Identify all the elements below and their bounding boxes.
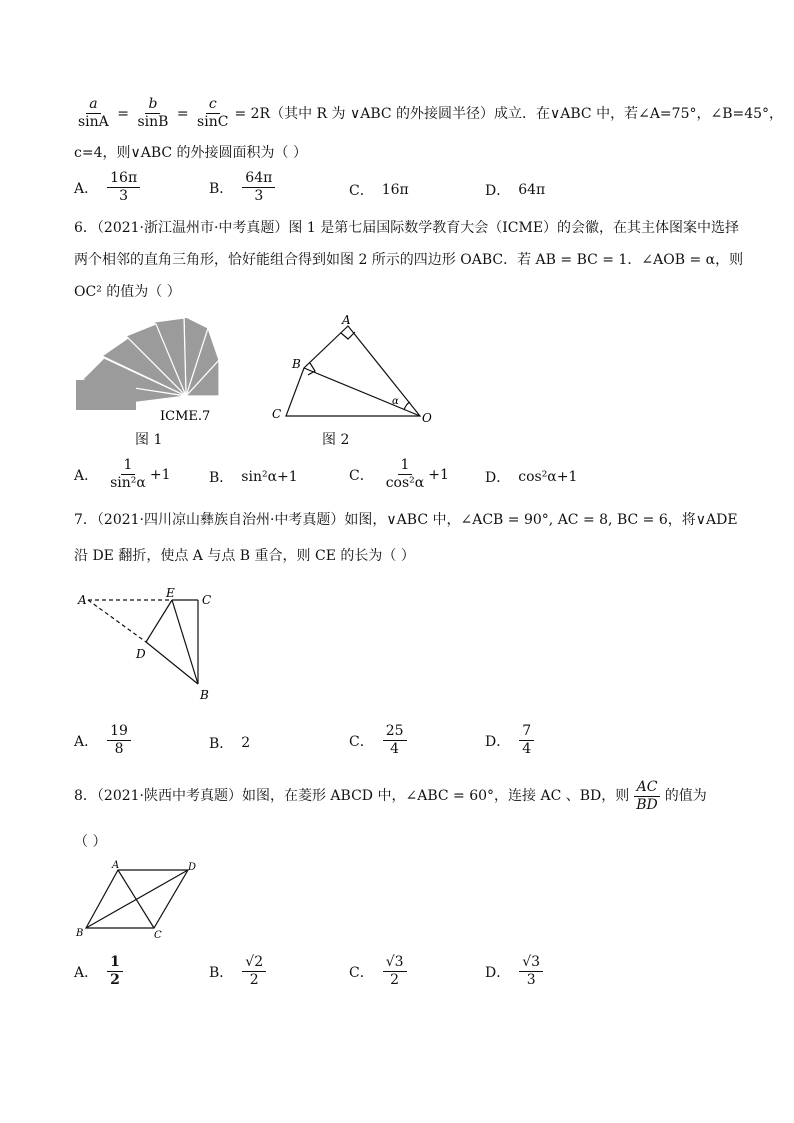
option-fraction: [242, 170, 275, 205]
option-label: D．: [485, 183, 511, 199]
numerator: √2: [242, 954, 266, 972]
q6-line2: 两个相邻的直角三角形，恰好能组合得到如图 2 所示的四边形 OABC．若 AB = BC = 1．∠AOB = α，则: [74, 252, 744, 268]
label-d: D: [136, 647, 146, 661]
numerator: 64π: [242, 170, 275, 188]
label-d: D: [188, 862, 197, 873]
q7-line2: 沿 DE 翻折，使点 A 与点 B 重合，则 CE 的长为（ ）: [74, 548, 415, 564]
option-label: A．: [74, 964, 99, 981]
label-a: A: [112, 860, 120, 871]
option-tail: +1: [149, 466, 171, 483]
denominator: sinA: [78, 114, 109, 130]
option-fraction: [242, 954, 266, 989]
denominator: 2: [110, 972, 120, 988]
figure-2-quadrilateral: [268, 312, 438, 430]
option-label: A．: [74, 467, 99, 484]
option-label: B．: [209, 964, 234, 981]
option-fraction: [107, 723, 131, 758]
figure-1-icme-emblem: [74, 318, 224, 430]
denominator: sinC: [197, 114, 229, 130]
numerator: 1: [121, 457, 136, 475]
q6-line1: 6．（2021·浙江温州市·中考真题）图 1 是第七届国际数学教育大会（ICME）的会徽，在其主体图案中选择: [74, 220, 740, 236]
numerator: 16π: [107, 170, 140, 188]
figure-q8-rhombus: [72, 860, 202, 942]
q5-formula-line: [74, 96, 783, 131]
fraction-a-over-sinA: [75, 96, 112, 131]
denominator: 2: [390, 972, 400, 988]
q8-line1-tail: 的值为: [664, 788, 707, 804]
option-label: C．: [349, 733, 374, 750]
denominator: 3: [254, 188, 264, 204]
denominator: 4: [390, 741, 400, 757]
denominator: sinB: [137, 114, 169, 130]
denominator: 2: [249, 972, 259, 988]
q8-line2: （ ）: [74, 834, 107, 850]
label-e: E: [166, 586, 175, 600]
q8-option-a[interactable]: [74, 954, 124, 989]
numerator: c: [206, 96, 220, 114]
option-fraction: [383, 723, 407, 758]
denominator: sin²α: [110, 475, 146, 491]
figure-1-caption: 图 1: [135, 432, 163, 448]
option-value: 64π: [518, 182, 546, 198]
option-tail: +1: [428, 466, 449, 483]
diagonal-bd: [86, 870, 188, 928]
figure-2-caption: 图 2: [322, 432, 350, 448]
equals-sign: =: [172, 105, 194, 122]
denominator: cos²α: [385, 475, 425, 491]
label-a: A: [78, 593, 87, 607]
option-label: B．: [209, 736, 234, 752]
option-fraction: [107, 954, 123, 989]
option-value: sin²α+1: [241, 469, 298, 485]
option-fraction: [383, 457, 428, 492]
equals-sign: =: [112, 105, 134, 122]
numerator: 25: [383, 723, 407, 741]
q8-line1-text: 8．（2021·陕西中考真题）如图，在菱形 ABCD 中，∠ABC = 60°，连接 AC 、BD，则: [74, 788, 630, 804]
numerator: a: [86, 96, 100, 114]
numerator: b: [145, 96, 160, 114]
figure-q7-fold-triangle: [74, 586, 224, 706]
segment-ed: [146, 600, 172, 642]
fraction-c-over-sinC: [194, 96, 231, 131]
option-fraction: [107, 170, 140, 205]
fraction-ac-over-bd: [633, 779, 661, 814]
label-b: B: [200, 688, 209, 702]
right-angle-b: [308, 363, 315, 375]
q8-option-b[interactable]: [209, 954, 267, 989]
q6-option-a[interactable]: [74, 457, 171, 492]
segment-bo: [304, 368, 420, 416]
q6-option-b[interactable]: [209, 467, 298, 487]
q7-option-d[interactable]: [485, 723, 535, 758]
q7-option-a[interactable]: [74, 723, 132, 758]
q8-line1: [74, 776, 707, 816]
label-c: C: [202, 593, 212, 607]
numerator: 19: [107, 723, 131, 741]
numerator: 1: [107, 954, 123, 972]
denominator: BD: [636, 796, 658, 813]
option-fraction: [383, 954, 407, 989]
segment-eb: [172, 600, 198, 684]
q5-option-a[interactable]: [74, 170, 141, 205]
q6-option-d[interactable]: [485, 467, 577, 487]
q7-line1: 7．（2021·四川凉山彝族自治州·中考真题）如图，∨ABC 中，∠ACB = 90°, AC = 8, BC = 6，将∨ADE: [74, 512, 738, 528]
option-label: A．: [74, 733, 99, 750]
denominator: 8: [114, 741, 124, 757]
segment-ad-dashed: [88, 600, 146, 642]
option-label: D．: [485, 964, 511, 981]
option-value: cos²α+1: [518, 469, 578, 485]
label-b: B: [76, 928, 84, 939]
q5-option-c[interactable]: [349, 180, 409, 200]
option-value: 2: [241, 735, 251, 751]
numerator: √3: [383, 954, 407, 972]
option-fraction: [519, 723, 534, 758]
segment-db: [146, 642, 198, 684]
denominator: 3: [119, 188, 129, 204]
numerator: AC: [634, 779, 661, 797]
option-label: C．: [349, 964, 374, 981]
numerator: 1: [398, 457, 413, 475]
option-label: B．: [209, 470, 234, 486]
q5-line2: c=4，则∨ABC 的外接圆面积为（ ）: [74, 145, 307, 161]
option-fraction: [107, 457, 149, 492]
option-label: A．: [74, 180, 99, 197]
numerator: √3: [519, 954, 543, 972]
fraction-b-over-sinB: [134, 96, 171, 131]
label-c: C: [154, 930, 162, 941]
numerator: 7: [519, 723, 534, 741]
q8-option-c[interactable]: [349, 954, 408, 989]
label-alpha: α: [392, 396, 399, 407]
label-b: B: [292, 357, 301, 371]
option-label: C．: [349, 467, 374, 484]
option-label: B．: [209, 180, 234, 197]
q5-line1-tail: = 2R（其中 R 为 ∨ABC 的外接圆半径）成立．在∨ABC 中，若∠A=75°，∠B=45°，: [234, 105, 784, 122]
denominator: 4: [522, 741, 532, 757]
denominator: 3: [526, 972, 536, 988]
q6-option-c[interactable]: [349, 457, 449, 492]
quadrilateral-oabc: [286, 326, 420, 416]
q7-option-c[interactable]: [349, 723, 408, 758]
angle-alpha-arc: [404, 402, 410, 410]
label-a: A: [342, 313, 351, 327]
label-o: O: [422, 411, 432, 425]
option-label: C．: [349, 183, 374, 199]
q5-option-d[interactable]: [485, 180, 545, 200]
q8-option-d[interactable]: [485, 954, 544, 989]
option-label: D．: [485, 733, 511, 750]
option-value: 16π: [381, 182, 409, 198]
q6-line3: OC² 的值为（ ）: [74, 284, 181, 300]
icme-text: ICME.7: [160, 409, 211, 424]
q5-option-b[interactable]: [209, 170, 276, 205]
option-label: D．: [485, 470, 511, 486]
label-c: C: [272, 407, 282, 421]
option-fraction: [519, 954, 543, 989]
q7-option-b[interactable]: [209, 733, 250, 753]
